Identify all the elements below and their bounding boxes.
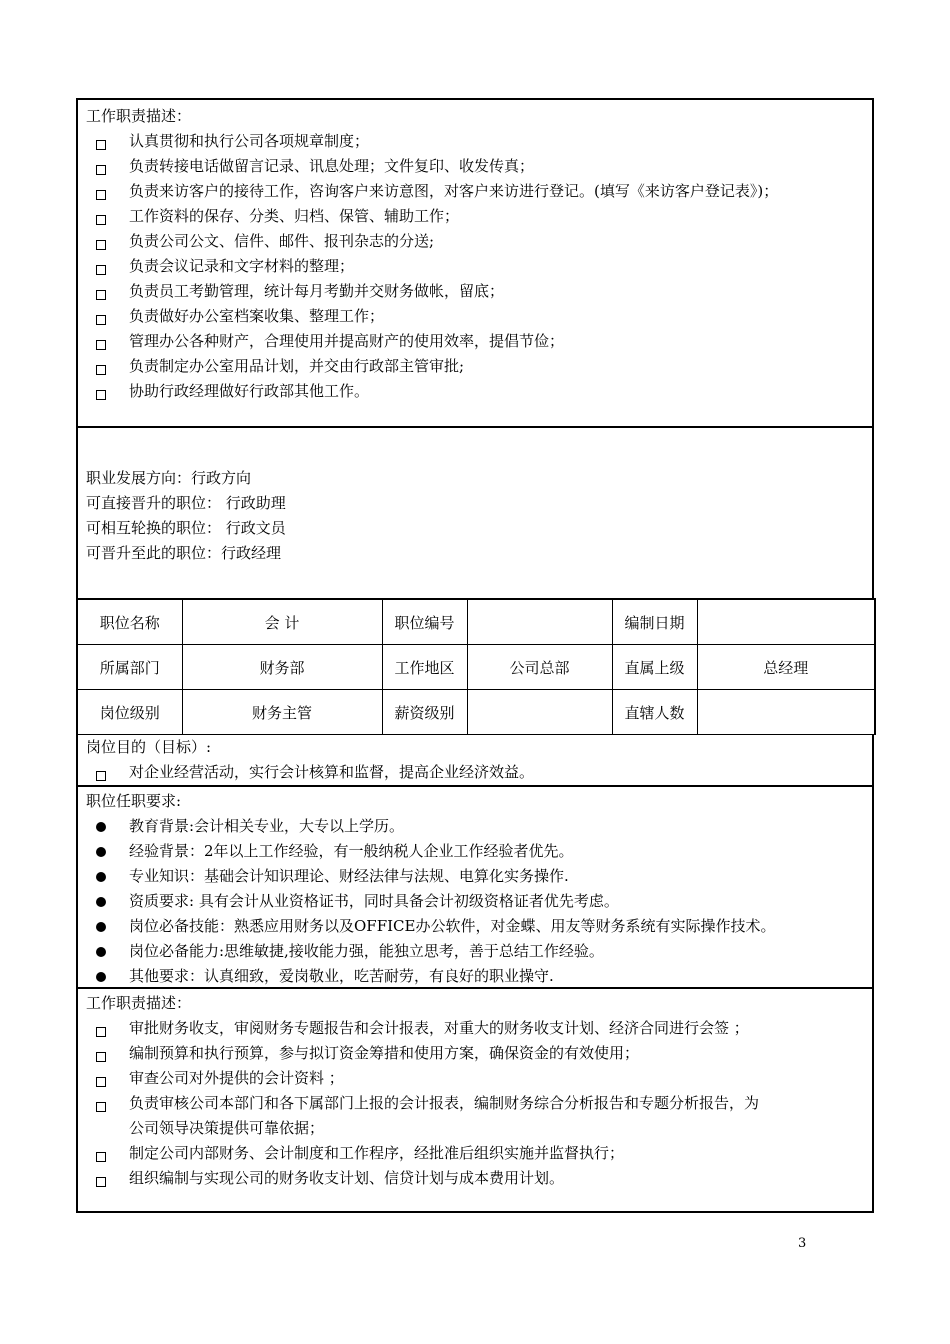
- bullet-dot-icon: [96, 922, 106, 932]
- checkbox-square-icon: [96, 1152, 106, 1162]
- checkbox-square-icon: [96, 365, 106, 375]
- table-cell: [467, 599, 612, 645]
- duties-section-admin: 工作职责描述： 认真贯彻和执行公司各项规章制度； 负责转接电话做留言记录、讯息处理；文件复印、收发传真； 负责来访客户的接待工作，咨询客户来访意图，对客户来访进行登记。(填写《来访客户登记表》)； 工作资料的保存、分类、归档、保管、辅助工作； 负责公司公文、信件、邮件、报刊杂志的分送; 负责会议记录和文字材料的整理； 负责员工考勤管理，统计每月考勤并交财务做帐，留底； 负责做好办公室档案收集、整理工作； 管理办公各种财产，合理使用并提高财产的使用效率，提倡节俭； 负责制定办公室用品计划，并交由行政部主管审批; 协助行政经理做好行政部其他工作。: [76, 98, 874, 426]
- table-cell: 工作地区: [382, 645, 467, 690]
- bullet-dot-icon: [96, 897, 106, 907]
- table-cell: [697, 599, 875, 645]
- table-cell: [697, 690, 875, 735]
- section-title: 岗位目的（目标）:: [86, 738, 212, 756]
- checkbox-square-icon: [96, 190, 106, 200]
- position-info-table: [76, 598, 876, 735]
- bullet-dot-icon: [96, 872, 106, 882]
- table-row: [77, 599, 875, 645]
- checkbox-square-icon: [96, 771, 106, 781]
- table-cell: 直属上级: [612, 645, 697, 690]
- career-rotate-with: 可相互轮换的职位： 行政文员: [86, 519, 286, 537]
- career-promote-from: 可晋升至此的职位：行政经理: [86, 544, 282, 562]
- checkbox-square-icon: [96, 165, 106, 175]
- goal-section: 岗位目的（目标）: 对企业经营活动，实行会计核算和监督，提高企业经济效益。: [76, 735, 874, 785]
- table-cell: 财务主管: [182, 690, 382, 735]
- checkbox-square-icon: [96, 140, 106, 150]
- bullet-dot-icon: [96, 847, 106, 857]
- checkbox-square-icon: [96, 215, 106, 225]
- table-cell: 财务部: [182, 645, 382, 690]
- table-cell: 会 计: [182, 599, 382, 645]
- checkbox-square-icon: [96, 1177, 106, 1187]
- checkbox-square-icon: [96, 315, 106, 325]
- requirements-section: 职位任职要求: 教育背景:会计相关专业，大专以上学历。 经验背景：2年以上工作经验，有一般纳税人企业工作经验者优先。 专业知识：基础会计知识理论、财经法律与法规、电算化实务操作. 资质要求: 具有会计从业资格证书，同时具备会计初级资格证者优先考虑。 岗位必备技能：熟悉应用财务以及OFFICE办公软件，对金蝶、用友等财务系统有实际操作技术。 岗位必备能力:思维敏捷,接收能力强，能独立思考，善于总结工作经验。 其他要求：认真细致，爱岗敬业，吃苦耐劳，有良好的职业操守.: [76, 785, 874, 987]
- table-cell: 总经理: [697, 645, 875, 690]
- duties-section-accounting: 工作职责描述： 审批财务收支，审阅财务专题报告和会计报表，对重大的财务收支计划、经济合同进行会签 ； 编制预算和执行预算，参与拟订资金筹措和使用方案，确保资金的有效使用； 审查公司对外提供的会计资料 ； 负责审核公司本部门和各下属部门上报的会计报表，编制财务综合分析报告和专题分析报告，为 公司领导决策提供可靠依据； 制定公司内部财务、会计制度和工作程序，经批准后组织实施并监督执行； 组织编制与实现公司的财务收支计划、信贷计划与成本费用计划。: [76, 987, 874, 1213]
- checkbox-square-icon: [96, 340, 106, 350]
- bullet-dot-icon: [96, 972, 106, 982]
- table-cell: 职位名称: [77, 599, 182, 645]
- table-cell: 公司总部: [467, 645, 612, 690]
- career-promote-to: 可直接晋升的职位： 行政助理: [86, 494, 286, 512]
- checkbox-square-icon: [96, 1052, 106, 1062]
- checkbox-square-icon: [96, 1102, 106, 1112]
- table-cell: 职位编号: [382, 599, 467, 645]
- section-title: 工作职责描述：: [86, 994, 192, 1012]
- section-title: 职位任职要求:: [86, 792, 182, 810]
- table-cell: 编制日期: [612, 599, 697, 645]
- bullet-dot-icon: [96, 947, 106, 957]
- list-item-continuation: 公司领导决策提供可靠依据；: [129, 1119, 325, 1137]
- checkbox-square-icon: [96, 290, 106, 300]
- checkbox-square-icon: [96, 240, 106, 250]
- table-row: [77, 645, 875, 690]
- checkbox-square-icon: [96, 390, 106, 400]
- table-cell: 直辖人数: [612, 690, 697, 735]
- table-cell: 所属部门: [77, 645, 182, 690]
- checkbox-square-icon: [96, 265, 106, 275]
- bullet-dot-icon: [96, 822, 106, 832]
- table-cell: 薪资级别: [382, 690, 467, 735]
- checkbox-square-icon: [96, 1077, 106, 1087]
- table-row: [77, 690, 875, 735]
- section-title: 工作职责描述：: [86, 107, 192, 125]
- table-cell: [467, 690, 612, 735]
- table-cell: 岗位级别: [77, 690, 182, 735]
- career-section: [76, 426, 874, 598]
- career-direction: 职业发展方向：行政方向: [86, 469, 252, 487]
- page-number: 3: [798, 1236, 807, 1251]
- checkbox-square-icon: [96, 1027, 106, 1037]
